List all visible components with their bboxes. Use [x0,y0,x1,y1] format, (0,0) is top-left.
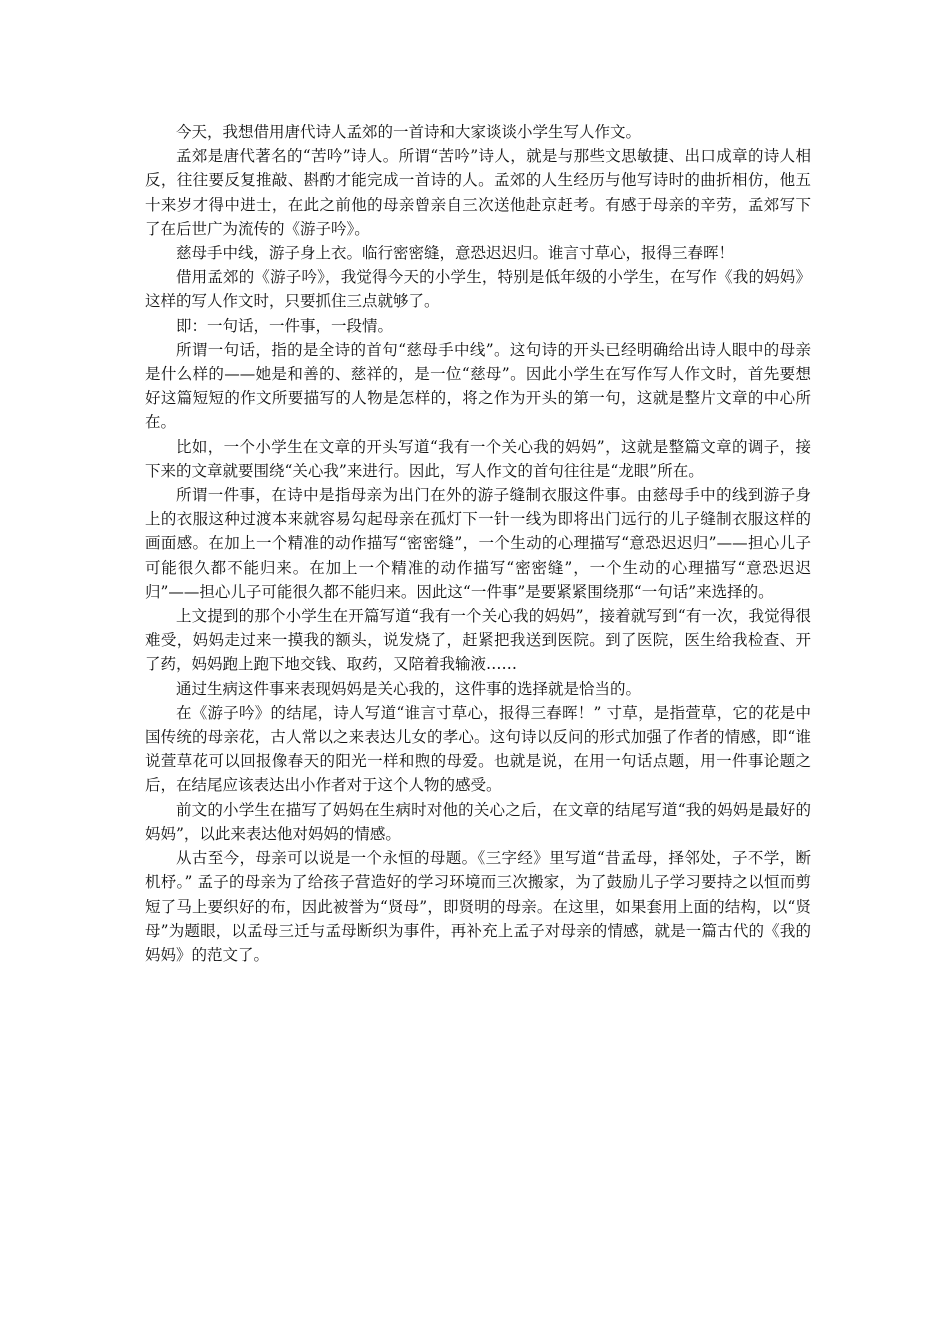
paragraph-mencius-mother: 从古至今，母亲可以说是一个永恒的母题。《三字经》里写道“昔孟母，择邻处，子不学，断机杼。” 孟子的母亲为了给孩子营造好的学习环境而三次搬家，为了鼓励儿子学习要持之以恒而剪短了马上要织好的布，因此被誉为“贤母”，即贤明的母亲。在这里，如果套用上面的结构，以“贤母”为题眼，以孟母三迁与孟母断织为事件，再补充上孟子对母亲的情感，就是一篇古代的《我的妈妈》的范文了。 [145,849,811,964]
paragraph-three-points-intro: 借用孟郊的《游子吟》，我觉得今天的小学生，特别是低年级的小学生，在写作《我的妈妈》这样的写人作文时，只要抓住三点就够了。 [145,268,811,311]
paragraph-example-ending: 前文的小学生在描写了妈妈在生病时对他的关心之后，在文章的结尾写道“我的妈妈是最好的妈妈”，以此来表达他对妈妈的情感。 [145,800,811,843]
paragraph-poem: 慈母手中线，游子身上衣。临行密密缝，意恐迟迟归。谁言寸草心，报得三春晖！ [176,244,735,263]
paragraph-one-feeling: 在《游子吟》的结尾，诗人写道“谁言寸草心，报得三春晖！” 寸草，是指萱草，它的花是中国传统的母亲花，古人常以之来表达儿女的孝心。这句诗以反问的形式加强了作者的情感，即“谁说萱草花可以回报像春天的阳光一样和煦的母爱。也就是说，在用一句话点题，用一件事论题之后，在结尾应该表达出小作者对于这个人物的感受。 [145,703,811,795]
paragraph-example-opening: 比如，一个小学生在文章的开头写道“我有一个关心我的妈妈”，这就是整篇文章的调子，接下来的文章就要围绕“关心我”来进行。因此，写人作文的首句往往是“龙眼”所在。 [145,437,811,480]
paragraph-one-event: 所谓一件事，在诗中是指母亲为出门在外的游子缝制衣服这件事。由慈母手中的线到游子身上的衣服这种过渡本来就容易勾起母亲在孤灯下一针一线为即将出门远行的儿子缝制衣服这样的画面感。在加上一个精准的动作描写“密密缝”，一个生动的心理描写“意恐迟迟归”——担心儿子可能很久都不能归来。在加上一个精准的动作描写“密密缝”，一个生动的心理描写“意恐迟迟归”——担心儿子可能很久都不能归来。因此这“一件事”是要紧紧围绕那“一句话”来选择的。 [145,486,811,601]
paragraph-event-conclusion: 通过生病这件事来表现妈妈是关心我的，这件事的选择就是恰当的。 [176,679,642,698]
paragraph-example-event: 上文提到的那个小学生在开篇写道“我有一个关心我的妈妈”，接着就写到“有一次，我觉得很难受，妈妈走过来一摸我的额头，说发烧了，赶紧把我送到医院。到了医院，医生给我检查、开了药，妈妈跑上跑下地交钱、取药，又陪着我输液…… [145,607,811,674]
document-body [145,120,811,967]
paragraph-three-points: 即：一句话，一件事，一段情。 [176,316,394,335]
paragraph-intro: 今天，我想借用唐代诗人孟郊的一首诗和大家谈谈小学生写人作文。 [176,123,642,141]
paragraph-mengjiao-bio: 孟郊是唐代著名的“苦吟”诗人。所谓“苦吟”诗人，就是与那些文思敏捷、出口成章的诗人相反，往往要反复推敲、斟酌才能完成一首诗的人。孟郊的人生经历与他写诗时的曲折相仿，他五十来岁才得中进士，在此之前他的母亲曾亲自三次送他赴京赶考。有感于母亲的辛劳，孟郊写下了在后世广为流传的《游子吟》。 [145,147,811,238]
paragraph-one-sentence: 所谓一句话，指的是全诗的首句“慈母手中线”。这句诗的开头已经明确给出诗人眼中的母亲是什么样的——她是和善的、慈祥的，是一位“慈母”。因此小学生在写作写人作文时，首先要想好这篇短短的作文所要描写的人物是怎样的，将之作为开头的第一句，这就是整片文章的中心所在。 [145,340,811,432]
